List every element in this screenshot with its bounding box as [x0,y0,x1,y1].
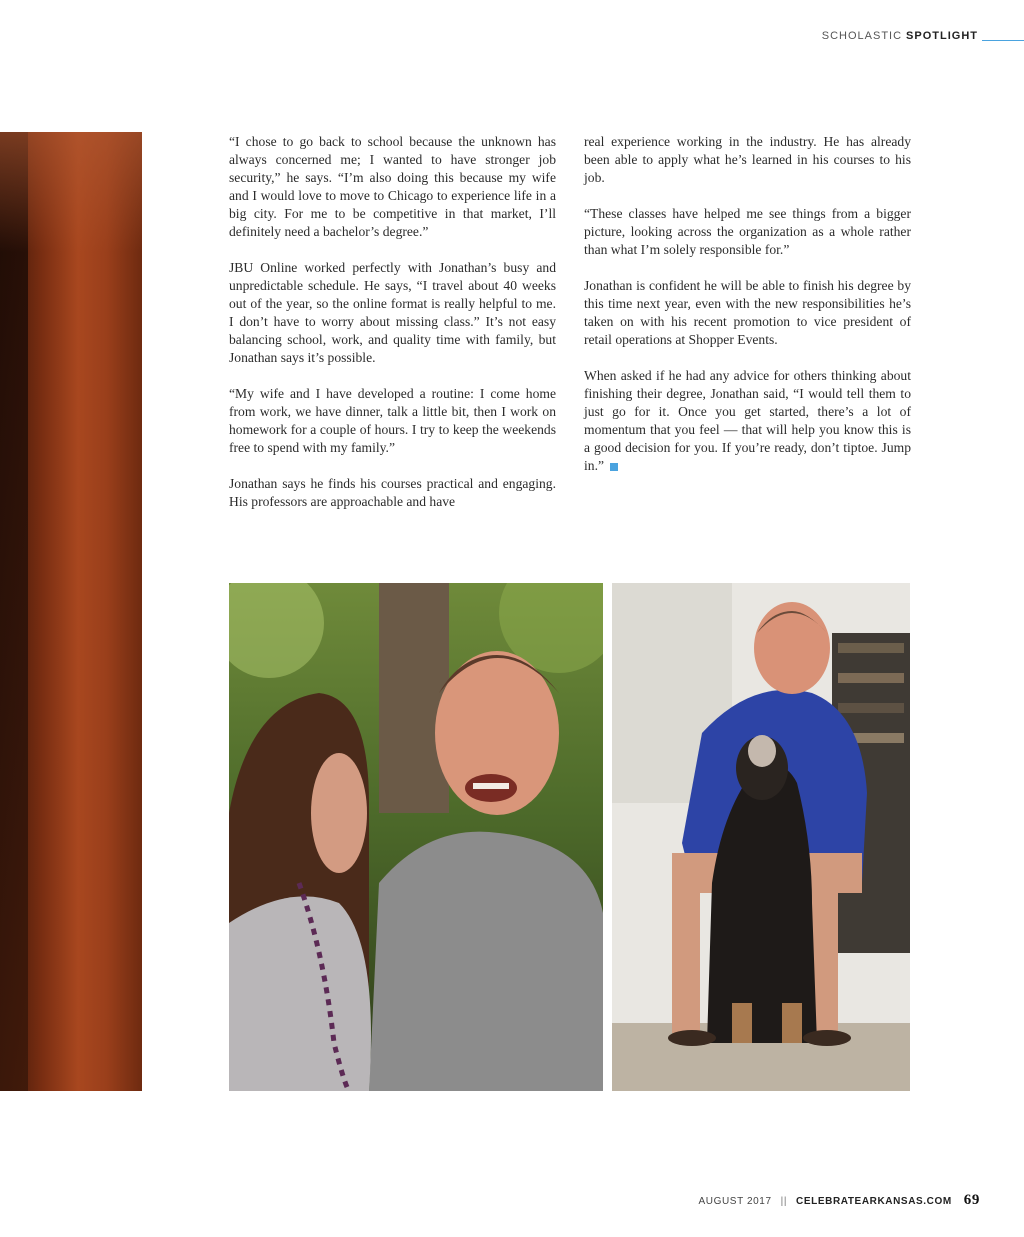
paragraph-text: When asked if he had any advice for others thinking about finishing their degree, Jonathan said, “I would tell them to just go for it. Once you get started, there’s a lot of momentum that you feel — that will help you know this is a good decision for you. If you’re ready, don’t tiptoe. Jump in.” [584,368,911,473]
footer-separator: || [780,1196,788,1207]
left-photo-strip [0,132,142,1091]
section-header [822,28,1024,44]
header-rule [982,40,1024,41]
page-number: 69 [963,1192,980,1208]
paragraph: JBU Online worked perfectly with Jonathan’s busy and unpredictable schedule. He says, “I travel about 40 weeks out of the year, so the online format is really helpful to me. I don’t have to worry about missing class.” It’s not easy balancing school, work, and quality time with family, but Jonathan says it’s possible. [229,260,556,365]
page-footer [699,1192,980,1209]
paragraph: “I chose to go back to school because the unknown has always concerned me; I wanted to have stronger job security,” he says. “I’m also doing this because my wife and I would love to move to Chicago to experience life in a big city. For me to be competitive in that market, I’ll definitely need a bachelor’s degree.” [229,134,556,239]
section-label: SCHOLASTIC [821,30,903,42]
paragraph-final [584,367,911,475]
end-of-article-mark [610,463,618,471]
paragraph: “These classes have helped me see things from a bigger picture, looking across the organization as a whole rather than what I’m solely responsible for.” [584,206,911,257]
paragraph: “My wife and I have developed a routine: I come home from work, we have dinner, talk a little bit, then I work on homework for a couple of hours. I try to keep the weekends free to spend with my family.” [229,386,556,455]
section-label-bold: SPOTLIGHT [906,30,978,42]
issue-date: AUGUST 2017 [698,1196,772,1207]
website-link[interactable]: CELEBRATEARKANSAS.COM [796,1196,952,1207]
article-column-right [584,133,911,493]
paragraph: Jonathan is confident he will be able to finish his degree by this time next year, even with the new responsibilities he’s taken on with his recent promotion to vice president of retail operations at Shopper Events. [584,278,911,347]
photo-man-dog-illustration [612,583,910,1091]
article-column-left [229,133,556,529]
photo-couple-illustration [229,583,603,1091]
paragraph: Jonathan says he finds his courses practical and engaging. His professors are approachable and have [229,476,556,509]
photo-couple-laughing [229,583,603,1091]
paragraph: real experience working in the industry. He has already been able to apply what he’s learned in his courses to his job. [584,134,911,185]
photo-man-with-dog [612,583,910,1091]
